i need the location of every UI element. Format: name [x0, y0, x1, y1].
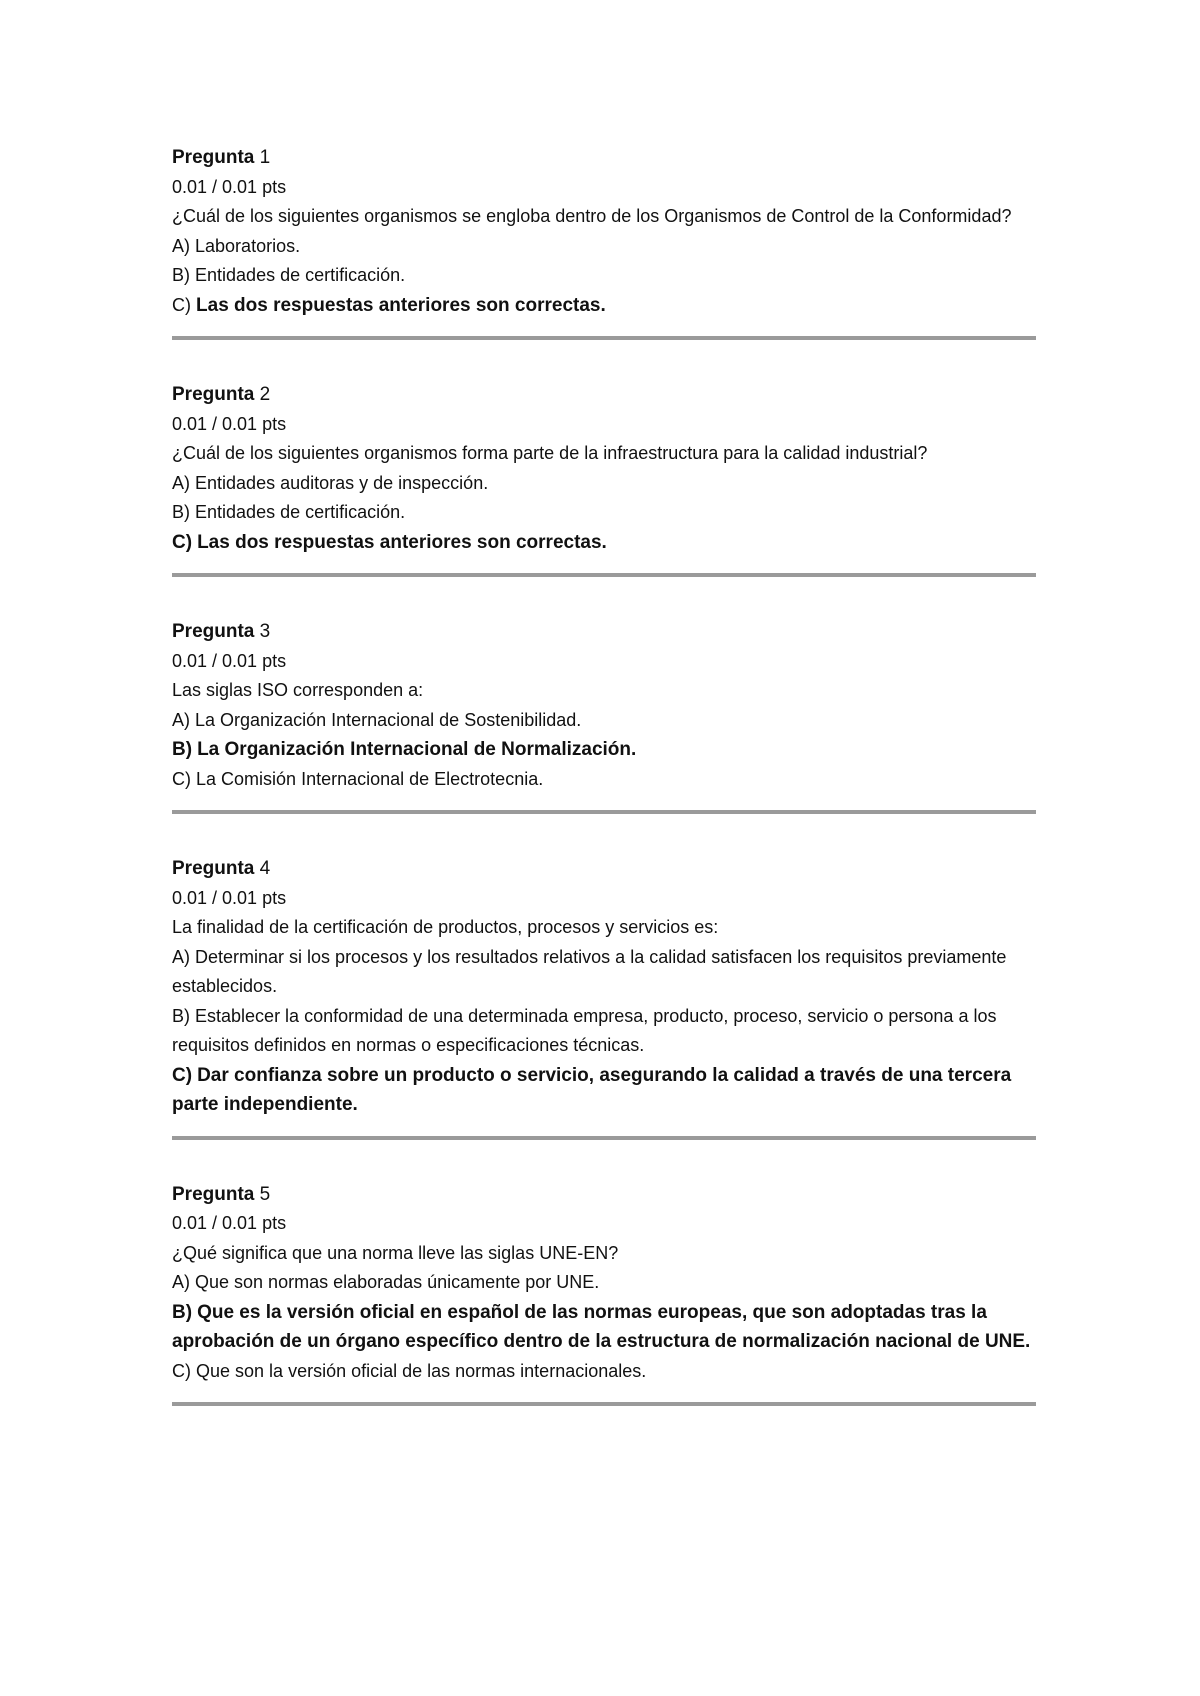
question-score: 0.01 / 0.01 pts — [172, 176, 287, 197]
answer-option-text-correct: La Organización Internacional de Normalización. — [197, 739, 637, 760]
answer-option-text: Laboratorios. — [195, 235, 301, 256]
answer-option-letter: C) — [172, 1064, 193, 1086]
question-prompt: La finalidad de la certificación de productos, procesos y servicios es: — [172, 917, 719, 937]
question-block — [172, 617, 1036, 814]
answer-option-text: Establecer la conformidad de una determinada empresa, producto, proceso, servicio o persona a los requisitos definidos en normas o especificaciones técnicas. — [172, 1005, 997, 1055]
answer-option-letter: B) — [172, 502, 190, 522]
question-title — [172, 617, 1036, 647]
question-prompt: ¿Qué significa que una norma lleve las siglas UNE-EN? — [172, 1242, 619, 1263]
answer-option-letter: B) — [172, 1005, 190, 1026]
question-title — [172, 1180, 1036, 1210]
answer-option-text-correct: Que es la versión oficial en español de las normas europeas, que son adoptadas tras la aprobación de un órgano específico dentro de la estructura de normalización nacional de UNE. — [172, 1301, 1031, 1352]
question-title-word: Pregunta — [172, 621, 255, 642]
question-score: 0.01 / 0.01 pts — [172, 650, 287, 671]
answer-option-letter: A) — [172, 472, 190, 493]
answer-option-text: Entidades auditoras y de inspección. — [195, 472, 489, 493]
question-divider — [172, 1402, 1036, 1406]
answer-option-text: Que son normas elaboradas únicamente por UNE. — [195, 1272, 600, 1292]
question-number: 5 — [259, 1183, 271, 1205]
answer-option — [172, 706, 1036, 736]
question-score: 0.01 / 0.01 pts — [172, 413, 287, 434]
answer-option — [172, 1357, 1036, 1387]
answer-option-text: La Comisión Internacional de Electrotecnia. — [196, 768, 544, 789]
question-divider — [172, 810, 1036, 814]
question-title — [172, 143, 1036, 173]
answer-option-letter: C) — [172, 1360, 191, 1381]
answer-option-text-correct: Dar confianza sobre un producto o servicio, asegurando la calidad a través de una tercera parte independiente. — [172, 1064, 1012, 1115]
answer-option — [172, 1002, 1036, 1061]
question-prompt: ¿Cuál de los siguientes organismos forma parte de la infraestructura para la calidad industrial? — [172, 443, 928, 463]
question-number: 2 — [259, 384, 271, 405]
question-title — [172, 854, 1036, 884]
quiz-page — [172, 143, 1036, 1446]
answer-option-letter: C) — [172, 768, 191, 789]
answer-option-text: Entidades de certificación. — [195, 265, 406, 285]
question-title-word: Pregunta — [172, 1183, 255, 1205]
question-prompt: ¿Cuál de los siguientes organismos se engloba dentro de los Organismos de Control de la Conformidad? — [172, 206, 1012, 226]
answer-option-text: Que son la versión oficial de las normas internacionales. — [196, 1360, 647, 1381]
question-title-word: Pregunta — [172, 858, 255, 879]
question-divider — [172, 573, 1036, 577]
answer-option — [172, 469, 1036, 499]
answer-option-letter: B) — [172, 1301, 193, 1323]
question-divider — [172, 1136, 1036, 1140]
question-number: 4 — [259, 858, 271, 879]
question-block — [172, 143, 1036, 340]
question-number: 3 — [259, 621, 271, 642]
answer-option — [172, 291, 1036, 321]
answer-option — [172, 261, 1036, 291]
answer-option — [172, 1061, 1036, 1120]
answer-option — [172, 943, 1036, 1002]
answer-option-letter: A) — [172, 946, 190, 967]
answer-option-letter: B) — [172, 739, 193, 760]
answer-option-text-correct: Las dos respuestas anteriores son correctas. — [197, 531, 607, 553]
answer-option-text: Entidades de certificación. — [195, 502, 406, 522]
answer-option-letter: C) — [172, 294, 191, 315]
answer-option-letter: A) — [172, 235, 190, 256]
answer-option — [172, 735, 1036, 765]
answer-option-letter: B) — [172, 265, 190, 285]
question-number: 1 — [259, 147, 271, 168]
answer-option-text-correct: Las dos respuestas anteriores son correctas. — [196, 294, 606, 316]
answer-option-letter: C) — [172, 531, 193, 553]
question-score: 0.01 / 0.01 pts — [172, 1213, 287, 1233]
answer-option-text: Determinar si los procesos y los resultados relativos a la calidad satisfacen los requisitos previamente establecidos. — [172, 946, 1007, 996]
question-block — [172, 380, 1036, 577]
answer-option-letter: A) — [172, 1272, 190, 1292]
question-score: 0.01 / 0.01 pts — [172, 887, 287, 908]
question-prompt: Las siglas ISO corresponden a: — [172, 680, 424, 700]
answer-option-text: La Organización Internacional de Sostenibilidad. — [195, 709, 582, 730]
answer-option — [172, 232, 1036, 262]
question-title-word: Pregunta — [172, 147, 255, 168]
answer-option — [172, 528, 1036, 558]
question-block — [172, 1180, 1036, 1407]
question-block — [172, 854, 1036, 1140]
answer-option — [172, 1298, 1036, 1357]
answer-option — [172, 1268, 1036, 1298]
question-title-word: Pregunta — [172, 384, 255, 405]
question-title — [172, 380, 1036, 410]
answer-option — [172, 498, 1036, 528]
answer-option — [172, 765, 1036, 795]
question-divider — [172, 336, 1036, 340]
answer-option-letter: A) — [172, 709, 190, 730]
